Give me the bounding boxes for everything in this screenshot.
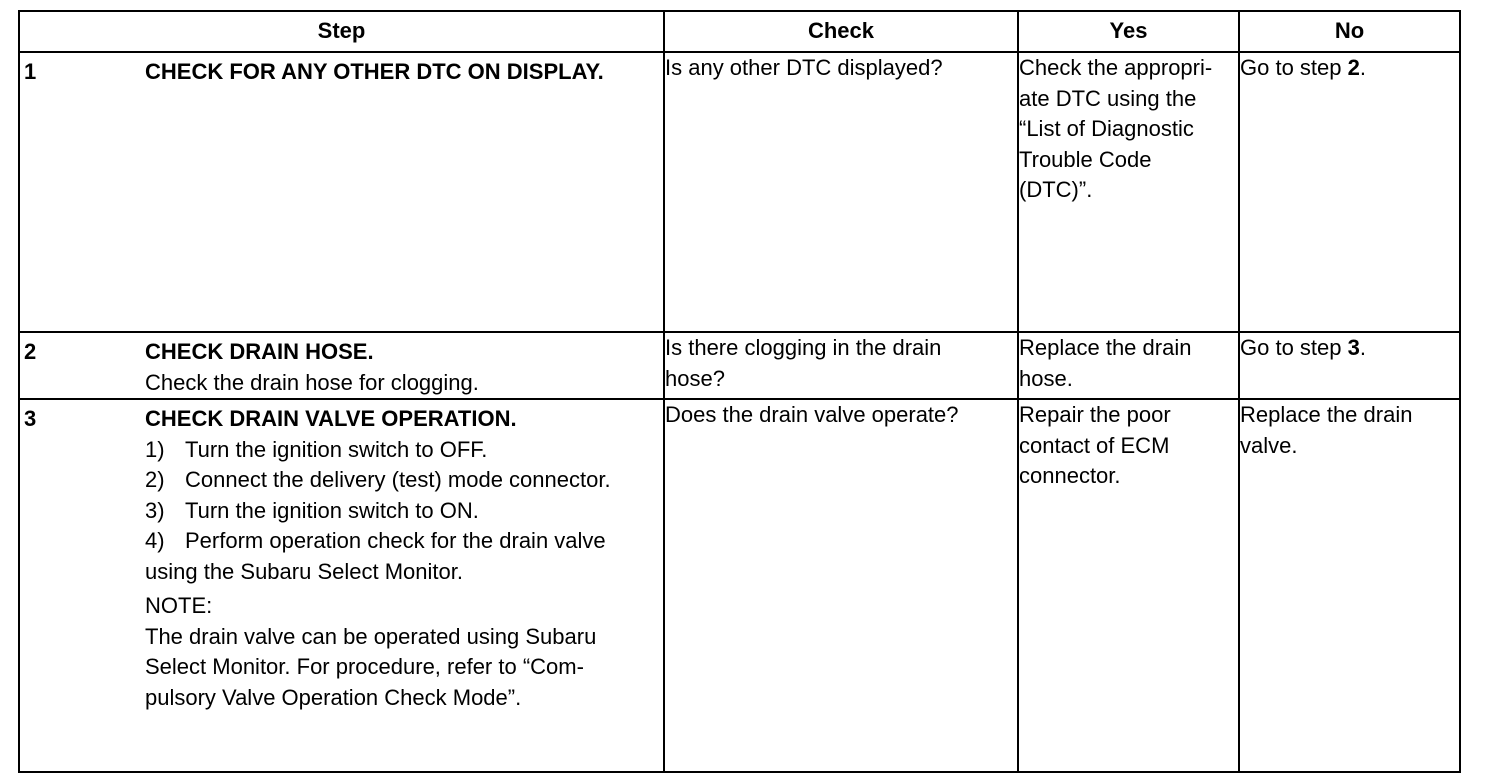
step-title: CHECK DRAIN HOSE. [145,339,374,364]
note-line: The drain valve can be operated using Subaru [145,623,597,649]
table-row [19,332,1460,399]
check-text: Is any other DTC displayed? [665,55,943,80]
yes-line: (DTC)”. [1019,177,1093,202]
substep-number: 2) [145,467,165,492]
substep-text: Connect the delivery (test) mode connector. [185,467,611,492]
check-cell [664,399,1018,772]
substep-number: 1) [145,436,165,462]
substep [145,526,661,557]
yes-line: contact of ECM [1019,432,1170,458]
no-line: valve. [1240,432,1298,458]
yes-line: Trouble Code [1019,146,1152,172]
header-no: No [1239,11,1460,52]
no-suffix: . [1359,55,1366,80]
no-step-ref: 3 [1347,335,1360,360]
check-text: Does the drain valve operate? [665,402,959,427]
no-step-ref: 2 [1347,55,1360,80]
step-number: 2 [24,339,37,364]
yes-line: ate DTC using the [1019,85,1197,111]
step-cell [19,332,664,399]
yes-cell [1018,332,1239,399]
substep [145,465,661,496]
check-line: hose? [665,365,725,391]
header-check: Check [664,11,1018,52]
step-number: 3 [24,406,37,431]
step-title: CHECK FOR ANY OTHER DTC ON DISPLAY. [145,59,604,84]
diagnostic-table [18,10,1461,773]
check-line: Is there clogging in the drain [665,335,942,360]
no-cell [1239,332,1460,399]
yes-line: Replace the drain [1019,335,1192,360]
no-line: Replace the drain [1240,402,1413,427]
check-cell [664,332,1018,399]
yes-cell [1018,52,1239,332]
step-description: Check the drain hose for clogging. [145,369,479,395]
substep [145,435,661,466]
substep-text: Turn the ignition switch to ON. [185,497,479,523]
step-title: CHECK DRAIN VALVE OPERATION. [145,406,517,431]
substep-text: Perform operation check for the drain valve [185,528,606,553]
yes-line: hose. [1019,365,1073,391]
substep [145,496,661,527]
substep-text: Turn the ignition switch to OFF. [185,436,488,462]
substep-number: 4) [145,528,165,553]
no-suffix: . [1359,335,1366,360]
step-cell [19,52,664,332]
header-step: Step [19,11,664,52]
yes-line: Check the appropri- [1019,55,1213,80]
yes-line: “List of Diagnostic [1019,116,1194,141]
header-yes: Yes [1018,11,1239,52]
no-cell [1239,52,1460,332]
no-prefix: Go to step [1240,55,1348,80]
note-label: NOTE: [145,593,213,618]
table-row [19,52,1460,332]
note-line: pulsory Valve Operation Check Mode”. [145,684,522,710]
yes-cell [1018,399,1239,772]
substep-continuation: using the Subaru Select Monitor. [145,558,463,584]
note-line: Select Monitor. For procedure, refer to “Com- [145,654,584,679]
header-row [19,11,1460,52]
step-cell [19,399,664,772]
step-number: 1 [24,59,37,84]
yes-line: Repair the poor [1019,402,1171,427]
table-row [19,399,1460,772]
no-cell [1239,399,1460,772]
check-cell [664,52,1018,332]
no-prefix: Go to step [1240,335,1348,360]
substep-number: 3) [145,497,165,523]
yes-line: connector. [1019,463,1121,488]
